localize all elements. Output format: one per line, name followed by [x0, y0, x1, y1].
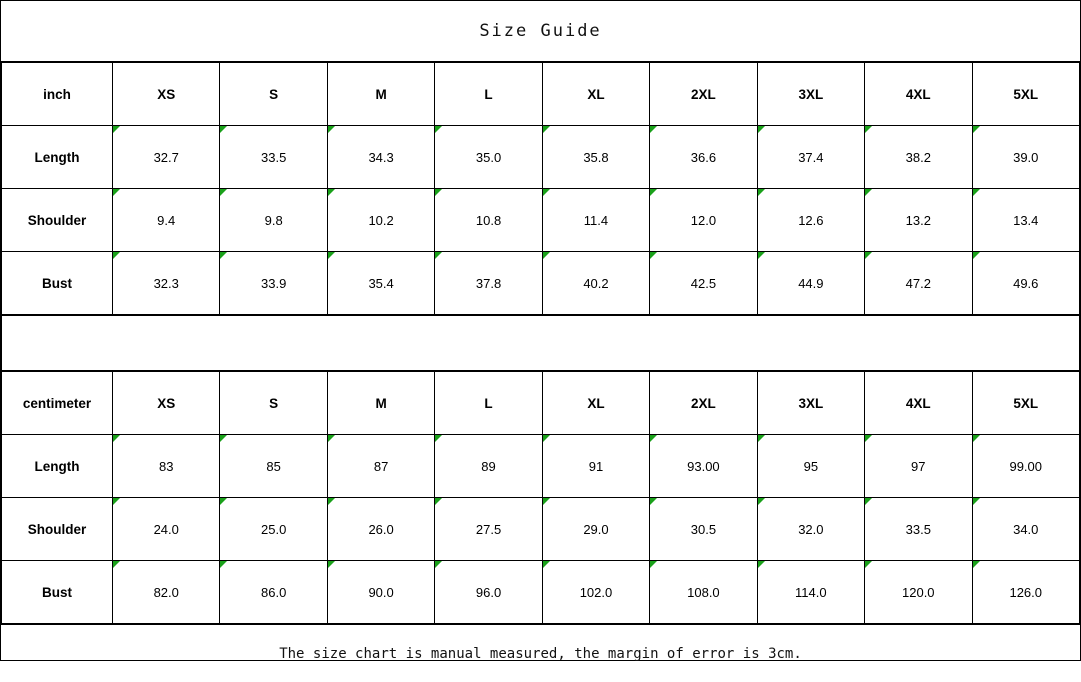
unit-label-inch: inch: [2, 63, 113, 126]
row-label-shoulder: Shoulder: [2, 189, 113, 252]
cell-shoulder-xl: 11.4: [542, 189, 649, 252]
cell-shoulder-m: 26.0: [327, 498, 434, 561]
size-header-xl: XL: [542, 372, 649, 435]
size-header-s: S: [220, 63, 327, 126]
cell-length-4xl: 38.2: [865, 126, 972, 189]
cell-length-l: 35.0: [435, 126, 542, 189]
cell-shoulder-s: 9.8: [220, 189, 327, 252]
table-header-row: [2, 372, 1080, 435]
cell-shoulder-xs: 9.4: [113, 189, 220, 252]
size-header-m: M: [327, 63, 434, 126]
centimeter-table-wrapper: [1, 371, 1080, 624]
table-row: [2, 252, 1080, 315]
cell-length-xl: 35.8: [542, 126, 649, 189]
cell-bust-5xl: 49.6: [972, 252, 1080, 315]
cell-bust-xl: 102.0: [542, 561, 649, 624]
table-header-row: [2, 63, 1080, 126]
cell-shoulder-3xl: 12.6: [757, 189, 864, 252]
size-header-l: L: [435, 63, 542, 126]
row-label-shoulder: Shoulder: [2, 498, 113, 561]
cell-length-xs: 83: [113, 435, 220, 498]
cell-bust-m: 90.0: [327, 561, 434, 624]
inch-size-table: [1, 62, 1080, 315]
cell-shoulder-2xl: 12.0: [650, 189, 757, 252]
table-row: [2, 498, 1080, 561]
size-header-2xl: 2XL: [650, 372, 757, 435]
cell-shoulder-xs: 24.0: [113, 498, 220, 561]
cell-bust-3xl: 114.0: [757, 561, 864, 624]
table-row: [2, 561, 1080, 624]
cell-shoulder-m: 10.2: [327, 189, 434, 252]
size-header-4xl: 4XL: [865, 372, 972, 435]
cell-shoulder-3xl: 32.0: [757, 498, 864, 561]
size-header-2xl: 2XL: [650, 63, 757, 126]
cell-bust-s: 86.0: [220, 561, 327, 624]
cell-length-5xl: 99.00: [972, 435, 1080, 498]
size-header-4xl: 4XL: [865, 63, 972, 126]
size-header-m: M: [327, 372, 434, 435]
row-label-bust: Bust: [2, 252, 113, 315]
cell-shoulder-5xl: 13.4: [972, 189, 1080, 252]
size-header-5xl: 5XL: [972, 372, 1080, 435]
cell-length-l: 89: [435, 435, 542, 498]
cell-length-xs: 32.7: [113, 126, 220, 189]
cell-bust-2xl: 42.5: [650, 252, 757, 315]
inch-table-wrapper: [1, 61, 1080, 315]
table-row: [2, 435, 1080, 498]
size-header-3xl: 3XL: [757, 63, 864, 126]
unit-label-centimeter: centimeter: [2, 372, 113, 435]
cell-length-m: 87: [327, 435, 434, 498]
size-header-5xl: 5XL: [972, 63, 1080, 126]
page-title: Size Guide: [479, 21, 602, 41]
cell-bust-xs: 32.3: [113, 252, 220, 315]
cell-length-3xl: 37.4: [757, 126, 864, 189]
cell-bust-l: 37.8: [435, 252, 542, 315]
table-row: [2, 126, 1080, 189]
cell-bust-5xl: 126.0: [972, 561, 1080, 624]
size-header-xs: XS: [113, 63, 220, 126]
cell-bust-xl: 40.2: [542, 252, 649, 315]
size-header-s: S: [220, 372, 327, 435]
cell-length-3xl: 95: [757, 435, 864, 498]
cell-shoulder-4xl: 13.2: [865, 189, 972, 252]
row-label-length: Length: [2, 435, 113, 498]
size-header-3xl: 3XL: [757, 372, 864, 435]
size-header-xs: XS: [113, 372, 220, 435]
cell-shoulder-l: 10.8: [435, 189, 542, 252]
cell-length-2xl: 93.00: [650, 435, 757, 498]
cell-bust-2xl: 108.0: [650, 561, 757, 624]
cell-shoulder-l: 27.5: [435, 498, 542, 561]
cell-length-5xl: 39.0: [972, 126, 1080, 189]
cell-length-s: 33.5: [220, 126, 327, 189]
cell-shoulder-4xl: 33.5: [865, 498, 972, 561]
cell-length-s: 85: [220, 435, 327, 498]
cell-bust-4xl: 47.2: [865, 252, 972, 315]
measurement-note: The size chart is manual measured, the margin of error is 3cm.: [1, 624, 1080, 682]
cell-shoulder-s: 25.0: [220, 498, 327, 561]
cell-shoulder-2xl: 30.5: [650, 498, 757, 561]
cell-bust-l: 96.0: [435, 561, 542, 624]
cell-length-xl: 91: [542, 435, 649, 498]
table-row: [2, 189, 1080, 252]
table-separator: [1, 315, 1080, 371]
cell-bust-s: 33.9: [220, 252, 327, 315]
row-label-bust: Bust: [2, 561, 113, 624]
row-label-length: Length: [2, 126, 113, 189]
cell-length-2xl: 36.6: [650, 126, 757, 189]
centimeter-size-table: [1, 371, 1080, 624]
size-header-xl: XL: [542, 63, 649, 126]
size-header-l: L: [435, 372, 542, 435]
cell-bust-4xl: 120.0: [865, 561, 972, 624]
cell-bust-m: 35.4: [327, 252, 434, 315]
cell-bust-xs: 82.0: [113, 561, 220, 624]
cell-length-m: 34.3: [327, 126, 434, 189]
cell-shoulder-xl: 29.0: [542, 498, 649, 561]
cell-length-4xl: 97: [865, 435, 972, 498]
cell-shoulder-5xl: 34.0: [972, 498, 1080, 561]
cell-bust-3xl: 44.9: [757, 252, 864, 315]
